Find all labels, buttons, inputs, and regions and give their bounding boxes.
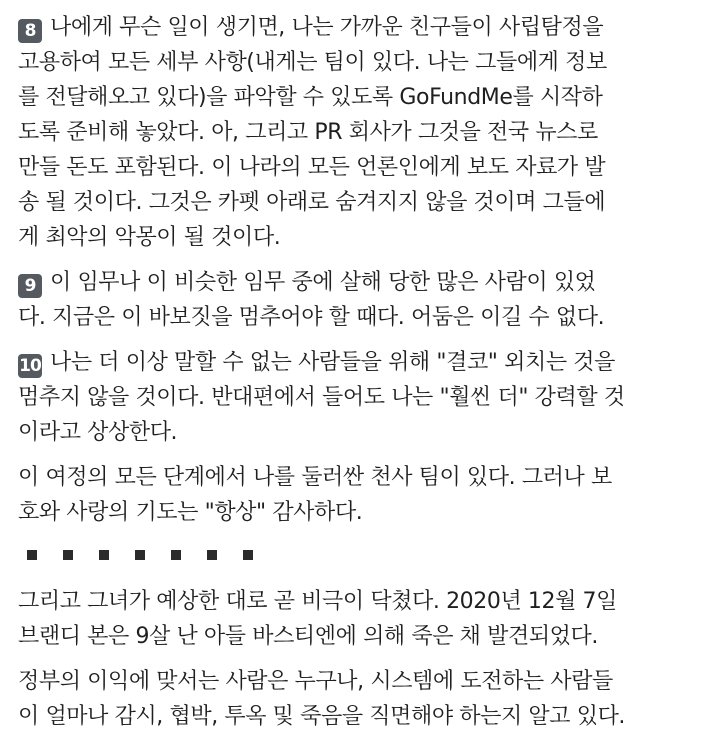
divider-square-icon <box>27 550 37 560</box>
tragedy-paragraph <box>18 584 704 654</box>
paragraph-line <box>18 10 704 45</box>
paragraph-line: 송 될 것이다. 그것은 카펫 아래로 숨겨지지 않을 것이며 그들에 <box>18 190 606 215</box>
divider-square-icon <box>63 550 73 560</box>
paragraph-line <box>18 345 704 380</box>
line-text: 나는 더 이상 말할 수 없는 사람들을 위해 "결코" 외치는 것을 <box>50 350 615 375</box>
number-8-badge-icon: 8 <box>18 19 42 43</box>
paragraph-line: 정부의 이익에 맞서는 사람은 누구나, 시스템에 도전하는 사람들 <box>18 669 613 694</box>
paragraph-line: 를 전달해오고 있다)을 파악할 수 있도록 GoFundMe를 시작하 <box>18 85 603 110</box>
paragraph-line: 고용하여 모든 세부 사항(내게는 팀이 있다. 나는 그들에게 정보 <box>18 50 607 75</box>
closing-paragraph <box>18 460 704 530</box>
line-text: 이 임무나 이 비슷한 임무 중에 살해 당한 많은 사람이 있었 <box>50 270 596 295</box>
numbered-paragraph-9 <box>18 265 704 335</box>
conclusion-paragraph <box>18 664 704 734</box>
divider-square-icon <box>207 550 217 560</box>
paragraph-line <box>18 265 704 300</box>
paragraph-line: 멈추지 않을 것이다. 반대편에서 들어도 나는 "훨씬 더" 강력할 것 <box>18 385 625 410</box>
divider-square-icon <box>99 550 109 560</box>
section-divider <box>18 550 704 562</box>
number-10-badge-icon: 10 <box>19 356 41 376</box>
numbered-paragraph-10 <box>18 345 704 450</box>
number-9-badge-icon: 9 <box>18 274 42 298</box>
paragraph-line: 그리고 그녀가 예상한 대로 곧 비극이 닥쳤다. 2020년 12월 7일 <box>18 589 618 614</box>
paragraph-line: 만들 돈도 포함된다. 이 나라의 모든 언론인에게 보도 자료가 발 <box>18 155 606 180</box>
paragraph-line: 호와 사랑의 기도는 "항상" 감사하다. <box>18 500 363 525</box>
divider-square-icon <box>135 550 145 560</box>
paragraph-line: 게 최악의 악몽이 될 것이다. <box>18 225 281 250</box>
paragraph-line: 다. 지금은 이 바보짓을 멈추어야 할 때다. 어둠은 이길 수 없다. <box>18 305 605 330</box>
paragraph-line: 브랜디 본은 9살 난 아들 바스티엔에 의해 죽은 채 발견되었다. <box>18 624 598 649</box>
line-text: 나에게 무슨 일이 생기면, 나는 가까운 친구들이 사립탐정을 <box>50 15 604 40</box>
numbered-paragraph-8 <box>18 10 704 255</box>
paragraph-line: 이라고 상상한다. <box>18 420 178 445</box>
paragraph-line: 이 얼마나 감시, 협박, 투옥 및 죽음을 직면해야 하는지 알고 있다. <box>18 704 626 729</box>
paragraph-line: 도록 준비해 놓았다. 아, 그리고 PR 회사가 그것을 전국 뉴스로 <box>18 120 598 145</box>
paragraph-line: 이 여정의 모든 단계에서 나를 둘러싼 천사 팀이 있다. 그러나 보 <box>18 465 612 490</box>
divider-square-icon <box>243 550 253 560</box>
divider-square-icon <box>171 550 181 560</box>
